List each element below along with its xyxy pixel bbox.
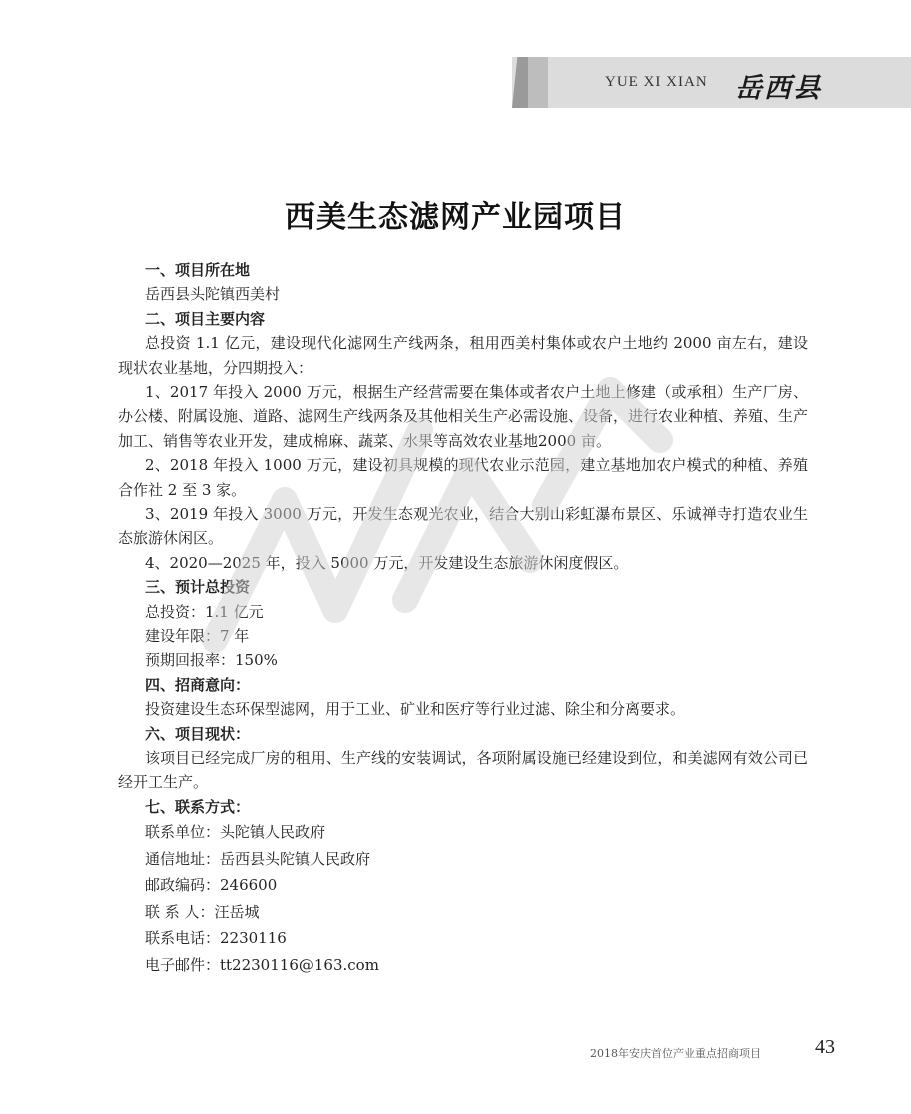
expected-return: 预期回报率：150%	[145, 651, 278, 670]
contact-phone: 联系电话：2230116	[145, 929, 287, 948]
total-investment: 总投资：1.1 亿元	[145, 602, 264, 621]
intent-heading: 四、招商意向：	[145, 675, 251, 694]
investment-heading: 三、预计总投资	[145, 578, 251, 597]
contact-email[interactable]: 电子邮件：tt2230116@163.com	[145, 955, 379, 974]
phase-3-text: 3、2019 年投入 3000 万元，开发生态观光农业，结合大别山彩虹瀑布景区、乐诚禅寺打造农业生态旅游休闲区。	[118, 505, 808, 548]
page-title: 西美生态滤网产业园项目	[285, 200, 626, 235]
construction-period: 建设年限：7 年	[145, 627, 250, 646]
contact-unit: 联系单位：头陀镇人民政府	[145, 823, 326, 842]
intent-text: 投资建设生态环保型滤网，用于工业、矿业和医疗等行业过滤、除尘和分离要求。	[145, 700, 686, 719]
contact-postcode: 邮政编码：246600	[145, 876, 278, 895]
document-body	[118, 258, 808, 978]
contact-heading: 七、联系方式：	[145, 797, 251, 816]
header-region-english: YUE XI XIAN	[605, 74, 708, 90]
content-heading: 二、项目主要内容	[145, 309, 266, 328]
content-intro: 总投资 1.1 亿元，建设现代化滤网生产线两条，租用西美村集体或农户土地约 2000 亩左右，建设现状农业基地，分四期投入：	[118, 334, 808, 377]
phase-4-text: 4、2020—2025 年，投入 5000 万元，开发建设生态旅游休闲度假区。	[145, 553, 629, 572]
location-heading: 一、项目所在地	[145, 261, 251, 279]
contact-address: 通信地址：岳西县头陀镇人民政府	[145, 849, 371, 868]
phase-1-text: 1、2017 年投入 2000 万元，根据生产经营需要在集体或者农户土地上修建（或承租）生产厂房、办公楼、附属设施、道路、滤网生产线两条及其他相关生产必需设施、设备，进行农业种植、养殖、生产加工、销售等农业开发，建成棉麻、蔬菜、水果等高效农业基地2000 亩。	[118, 382, 809, 450]
page-number: 43	[815, 1036, 835, 1058]
location-text: 岳西县头陀镇西美村	[145, 285, 281, 304]
header-region-chinese: 岳西县	[735, 73, 822, 104]
header-accent-stripe-light	[528, 57, 548, 108]
contact-person: 联 系 人：汪岳城	[145, 902, 260, 921]
status-heading: 六、项目现状：	[145, 724, 251, 743]
footer-publication: 2018年安庆首位产业重点招商项目	[590, 1047, 761, 1060]
phase-2-text: 2、2018 年投入 1000 万元，建设初具规模的现代农业示范园，建立基地加农户模式的种植、养殖合作社 2 至 3 家。	[118, 456, 808, 499]
header-band	[512, 57, 911, 108]
status-text: 该项目已经完成厂房的租用、生产线的安装调试，各项附属设施已经建设到位，和美滤网有效公司已经开工生产。	[118, 748, 808, 792]
